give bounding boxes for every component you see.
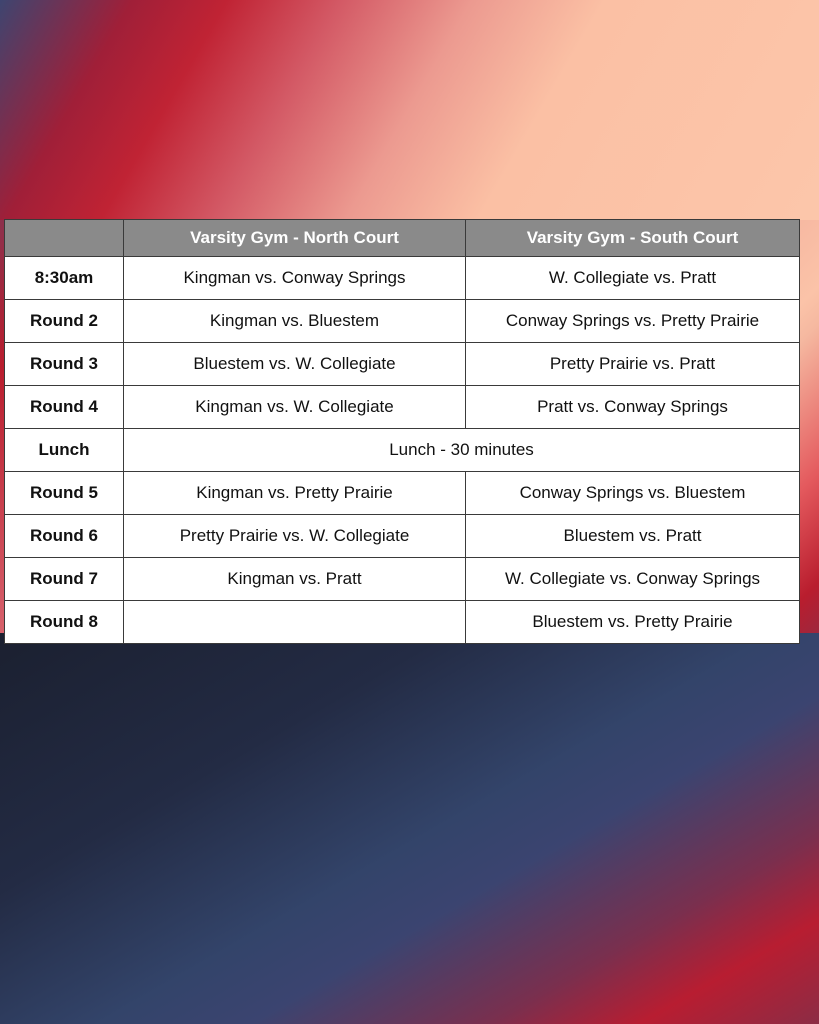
round-cell: 8:30am: [5, 257, 124, 300]
south-game-cell: Conway Springs vs. Bluestem: [466, 472, 800, 515]
south-game-cell: Pratt vs. Conway Springs: [466, 386, 800, 429]
header-north-court: Varsity Gym - North Court: [124, 220, 466, 257]
lunch-cell: Lunch - 30 minutes: [124, 429, 800, 472]
table-row: [5, 386, 800, 429]
table-row: [5, 472, 800, 515]
table-row: [5, 515, 800, 558]
south-game-cell: W. Collegiate vs. Pratt: [466, 257, 800, 300]
south-game-cell: W. Collegiate vs. Conway Springs: [466, 558, 800, 601]
lunch-row: [5, 429, 800, 472]
header-south-court: Varsity Gym - South Court: [466, 220, 800, 257]
round-cell: Round 6: [5, 515, 124, 558]
round-cell: Round 5: [5, 472, 124, 515]
round-cell: Round 8: [5, 601, 124, 644]
north-game-cell: Kingman vs. W. Collegiate: [124, 386, 466, 429]
background-bottom: [0, 633, 819, 1024]
north-game-cell: Pretty Prairie vs. W. Collegiate: [124, 515, 466, 558]
round-cell: Round 4: [5, 386, 124, 429]
north-game-cell: [124, 601, 466, 644]
north-game-cell: Bluestem vs. W. Collegiate: [124, 343, 466, 386]
schedule-table: [4, 219, 800, 644]
background-top: [0, 0, 819, 220]
south-game-cell: Conway Springs vs. Pretty Prairie: [466, 300, 800, 343]
north-game-cell: Kingman vs. Conway Springs: [124, 257, 466, 300]
south-game-cell: Bluestem vs. Pretty Prairie: [466, 601, 800, 644]
round-cell: Lunch: [5, 429, 124, 472]
header-row: [5, 220, 800, 257]
table-row: [5, 343, 800, 386]
north-game-cell: Kingman vs. Bluestem: [124, 300, 466, 343]
round-cell: Round 2: [5, 300, 124, 343]
table-row: [5, 601, 800, 644]
south-game-cell: Pretty Prairie vs. Pratt: [466, 343, 800, 386]
north-game-cell: Kingman vs. Pretty Prairie: [124, 472, 466, 515]
table-row: [5, 558, 800, 601]
round-cell: Round 3: [5, 343, 124, 386]
header-corner-cell: [5, 220, 124, 257]
table-row: [5, 257, 800, 300]
round-cell: Round 7: [5, 558, 124, 601]
north-game-cell: Kingman vs. Pratt: [124, 558, 466, 601]
south-game-cell: Bluestem vs. Pratt: [466, 515, 800, 558]
table-row: [5, 300, 800, 343]
